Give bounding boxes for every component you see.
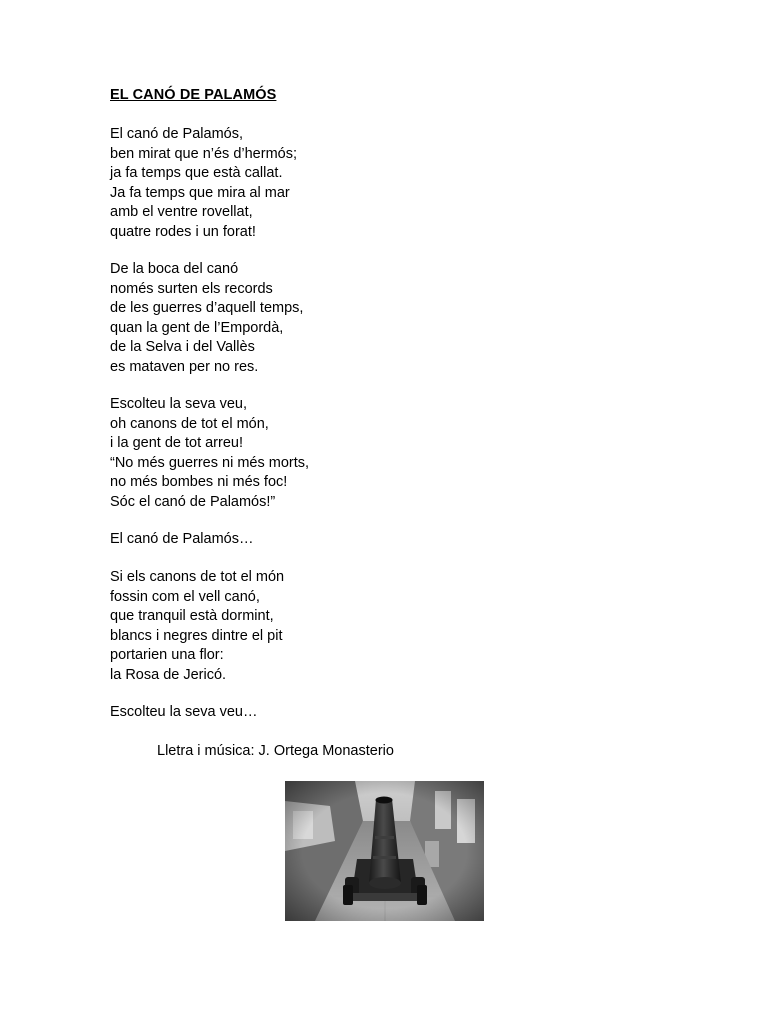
poem-line: es mataven per no res. — [110, 358, 259, 375]
poem-line: Escolteu la seva veu… — [110, 704, 258, 720]
credits-line: Lletra i música: J. Ortega Monasterio — [157, 743, 394, 759]
poem-line: fossin com el vell canó, — [110, 588, 260, 605]
poem-line: que tranquil està dormint, — [110, 608, 274, 624]
poem-line: no més bombes ni més foc! — [110, 474, 288, 490]
poem-line: Si els canons de tot el món — [110, 569, 285, 585]
poem-line: “No més guerres ni més morts, — [110, 454, 310, 471]
poem-line: De la boca del canó — [110, 261, 239, 277]
poem-line: El canó de Palamós… — [110, 531, 254, 547]
poem-line: de la Selva i del Vallès — [110, 339, 255, 355]
poem-line: només surten els records — [110, 280, 273, 297]
poem-line: quatre rodes i un forat! — [110, 223, 256, 240]
cannon-photo — [285, 781, 484, 921]
stanza-6 — [110, 703, 258, 723]
poem-line: portarien una flor: — [110, 647, 224, 663]
poem-line: de les guerres d’aquell temps, — [110, 300, 304, 316]
stanza-3 — [110, 395, 309, 512]
poem-line: ben mirat que n’és d’hermós; — [110, 145, 297, 162]
stanza-5 — [110, 568, 284, 685]
poem-line: oh canons de tot el món, — [110, 415, 269, 432]
stanza-1 — [110, 125, 297, 242]
poem-line: Ja fa temps que mira al mar — [110, 184, 290, 201]
poem-line: Escolteu la seva veu, — [110, 396, 248, 412]
poem-line: Sóc el canó de Palamós!” — [110, 493, 276, 510]
poem-line: amb el ventre rovellat, — [110, 204, 253, 220]
stanza-4 — [110, 530, 253, 550]
poem-line: la Rosa de Jericó. — [110, 666, 227, 683]
poem-line: El canó de Palamós, — [110, 126, 243, 142]
cannon-photo-image — [285, 781, 484, 921]
poem-line: quan la gent de l’Empordà, — [110, 319, 284, 336]
poem-line: ja fa temps que està callat. — [110, 165, 283, 181]
poem-line: i la gent de tot arreu! — [110, 435, 243, 451]
stanza-2 — [110, 260, 303, 377]
poem-title: EL CANÓ DE PALAMÓS — [110, 87, 277, 103]
poem-line: blancs i negres dintre el pit — [110, 627, 283, 644]
